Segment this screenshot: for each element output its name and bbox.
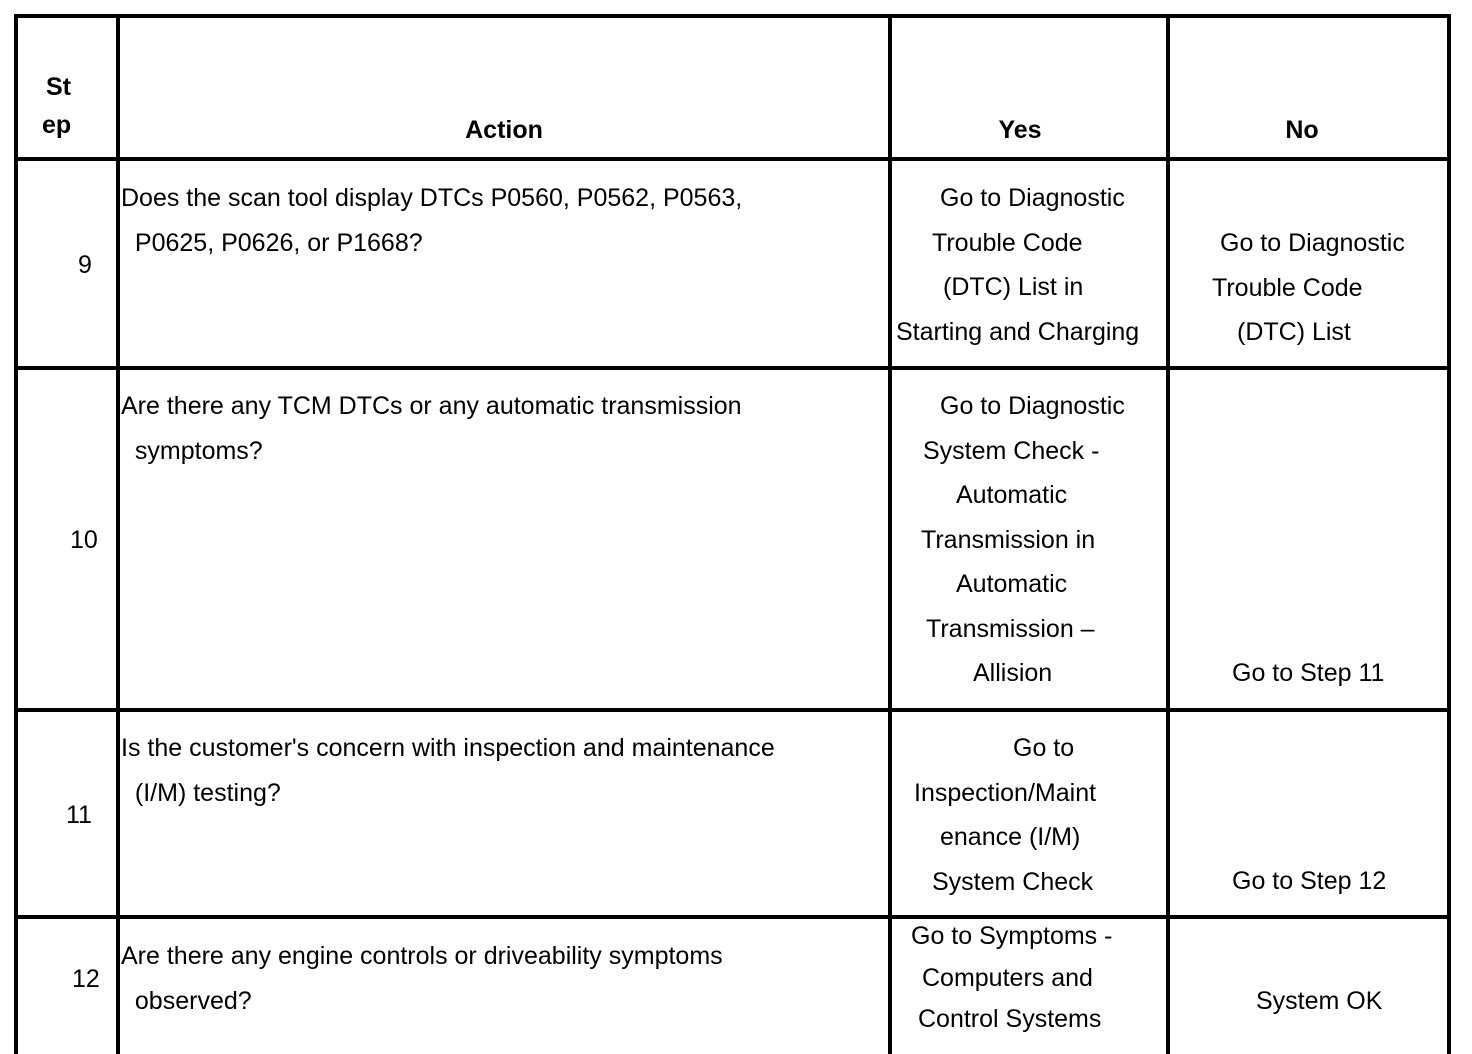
- header-step-line1: St: [46, 73, 71, 101]
- row-divider: [14, 157, 1451, 161]
- row-divider: [14, 915, 1451, 919]
- action-line: Are there any TCM DTCs or any automatic transmission: [121, 392, 742, 420]
- step-number: 12: [72, 965, 100, 993]
- action-text: [121, 176, 742, 265]
- yes-line: Transmission –: [926, 614, 1095, 643]
- yes-line: Go to: [1013, 734, 1075, 762]
- yes-line: (DTC) List in: [943, 273, 1084, 301]
- step-number: 9: [78, 251, 92, 279]
- action-line: Are there any engine controls or driveability symptoms: [121, 942, 723, 970]
- row-divider: [14, 366, 1451, 370]
- header-step: [42, 68, 72, 144]
- action-text: [121, 726, 775, 815]
- header-no: No: [1285, 116, 1319, 144]
- action-line: (I/M) testing?: [134, 778, 281, 807]
- yes-line: Computers and: [922, 963, 1093, 992]
- yes-line: Allision: [973, 659, 1053, 687]
- yes-line: Go to Symptoms -: [911, 922, 1113, 950]
- no-line: (DTC) List: [1237, 318, 1351, 346]
- yes-line: Transmission in: [921, 525, 1096, 554]
- column-divider: [116, 14, 120, 1054]
- yes-line: enance (I/M): [940, 823, 1081, 851]
- column-divider: [888, 14, 892, 1054]
- yes-text: [896, 726, 1096, 904]
- yes-line: Control Systems: [918, 1005, 1102, 1033]
- step-number: 10: [70, 526, 98, 554]
- header-step-line2: ep: [42, 111, 72, 139]
- action-line: P0625, P0626, or P1668?: [134, 228, 423, 257]
- column-divider: [1166, 14, 1170, 1054]
- row-divider: [14, 708, 1451, 712]
- action-text: [121, 934, 723, 1023]
- yes-text: [896, 384, 1125, 696]
- yes-line: Go to Diagnostic: [940, 392, 1125, 420]
- no-text: Go to Step 11: [1232, 659, 1385, 687]
- no-line: Trouble Code: [1212, 273, 1363, 302]
- yes-text: [896, 916, 1112, 1041]
- header-yes: Yes: [998, 116, 1042, 144]
- no-text: Go to Step 12: [1232, 867, 1387, 895]
- yes-line: Automatic: [956, 481, 1068, 509]
- yes-line: Automatic: [956, 570, 1068, 598]
- action-line: Is the customer's concern with inspection and maintenance: [121, 734, 775, 762]
- action-line: Does the scan tool display DTCs P0560, P0562, P0563,: [121, 184, 743, 212]
- no-text: [1212, 221, 1405, 355]
- action-text: [121, 384, 742, 473]
- no-line: Go to Diagnostic: [1220, 229, 1405, 257]
- yes-line: Trouble Code: [932, 228, 1083, 257]
- yes-line: Starting and Charging: [896, 317, 1140, 346]
- action-line: observed?: [134, 986, 252, 1015]
- yes-line: System Check: [932, 867, 1094, 896]
- yes-line: System Check -: [923, 436, 1100, 465]
- yes-text: [896, 176, 1139, 354]
- header-action: Action: [465, 116, 543, 144]
- no-text: System OK: [1256, 987, 1383, 1015]
- yes-line: Go to Diagnostic: [940, 184, 1125, 212]
- step-number: 11: [66, 801, 92, 829]
- yes-line: Inspection/Maint: [914, 778, 1097, 807]
- action-line: symptoms?: [134, 436, 263, 465]
